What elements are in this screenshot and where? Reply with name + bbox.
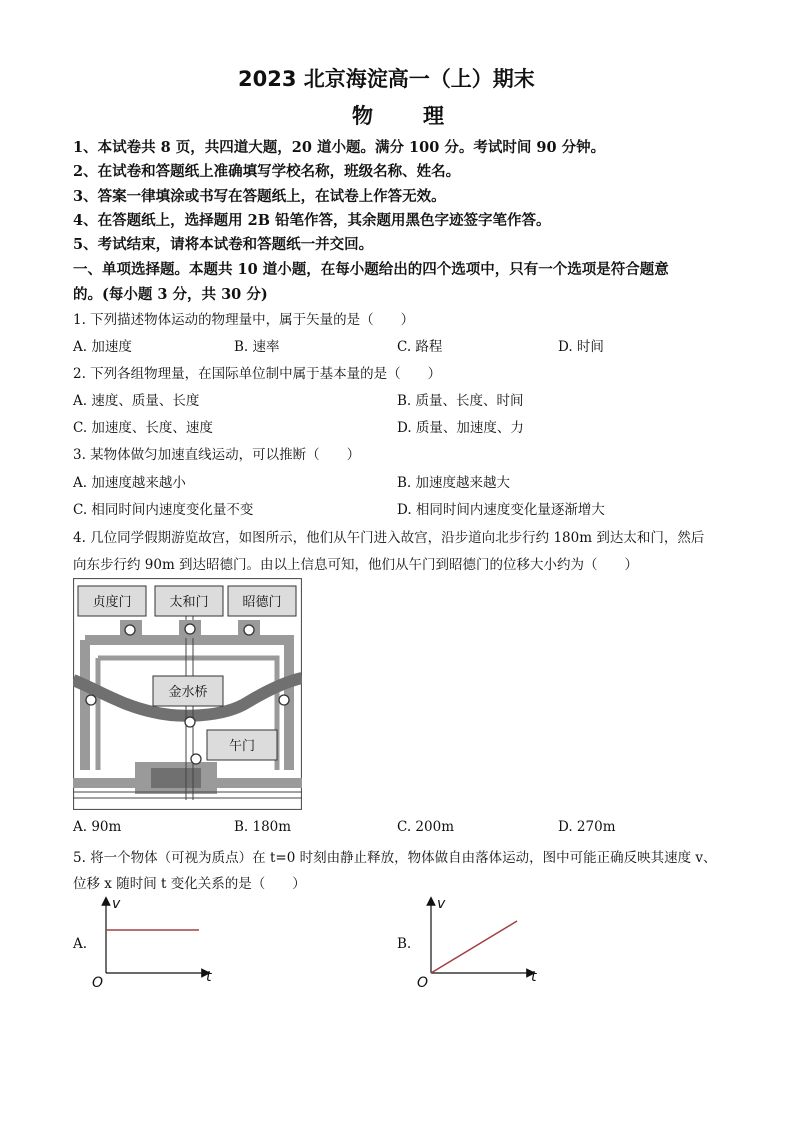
option-a: A. 90m [73, 819, 122, 835]
map-label-wumen: 午门 [228, 739, 256, 754]
instruction-item: 3、答案一律填涂或书写在答题纸上，在试卷上作答无效。 [73, 188, 446, 205]
map-label-taihe: 太和门 [169, 595, 209, 610]
option-c: C. 相同时间内速度变化量不变 [73, 502, 254, 518]
option-b: B. 速率 [234, 339, 280, 355]
map-label-zhaode: 昭德门 [242, 595, 282, 610]
section-heading-cont: 的。(每小题 3 分，共 30 分) [73, 286, 268, 303]
subject-title: 物理 [352, 104, 494, 128]
graph-a-origin: O [92, 975, 104, 991]
page-title: 2023 北京海淀高一（上）期末 [238, 67, 535, 91]
question-text: 4. 几位同学假期游览故宫，如图所示，他们从午门进入故宫，沿步道向北步行约 180m 到达太和门，然后 [73, 530, 705, 546]
instruction-item: 2、在试卷和答题纸上准确填写学校名称，班级名称、姓名。 [73, 163, 461, 180]
graph-a-label: A. [73, 936, 88, 952]
graph-b-x-label: t [531, 969, 537, 985]
forbidden-city-map [73, 578, 302, 810]
graph-b-y-label: v [437, 896, 446, 912]
option-d: D. 质量、加速度、力 [397, 420, 524, 436]
question-text-cont: 向东步行约 90m 到达昭德门。由以上信息可知，他们从午门到昭德门的位移大小约为（ ） [73, 557, 639, 573]
option-d: D. 相同时间内速度变化量逐渐增大 [397, 502, 605, 518]
option-c: C. 200m [397, 819, 454, 835]
map-label-zhende: 贞度门 [92, 595, 132, 610]
instruction-item: 1、本试卷共 8 页，共四道大题，20 道小题。满分 100 分。考试时间 90 分钟。 [73, 139, 606, 156]
option-d: D. 时间 [558, 339, 604, 355]
option-a: A. 加速度 [73, 339, 132, 355]
option-a: A. 速度、质量、长度 [73, 393, 200, 409]
option-b: B. 质量、长度、时间 [397, 393, 524, 409]
section-heading: 一、单项选择题。本题共 10 道小题，在每小题给出的四个选项中，只有一个选项是符合题意 [73, 261, 669, 278]
question-text: 5. 将一个物体（可视为质点）在 t=0 时刻由静止释放，物体做自由落体运动，图中可能正确反映其速度 v、 [73, 850, 717, 866]
question-text: 1. 下列描述物体运动的物理量中，属于矢量的是（ ） [73, 312, 415, 328]
option-a: A. 加速度越来越小 [73, 475, 186, 491]
graph-b-label: B. [397, 936, 412, 952]
instruction-item: 5、考试结束，请将本试卷和答题纸一并交回。 [73, 236, 374, 253]
option-c: C. 加速度、长度、速度 [73, 420, 213, 436]
graph-a-y-label: v [112, 896, 121, 912]
question-text: 2. 下列各组物理量，在国际单位制中属于基本量的是（ ） [73, 366, 442, 382]
graph-b-origin: O [417, 975, 429, 991]
graph-a [88, 893, 228, 993]
option-d: D. 270m [558, 819, 616, 835]
option-b: B. 加速度越来越大 [397, 475, 511, 491]
question-text: 3. 某物体做匀加速直线运动，可以推断（ ） [73, 447, 361, 463]
map-label-jinshuiqiao: 金水桥 [168, 685, 208, 700]
graph-b [413, 893, 553, 993]
option-b: B. 180m [234, 819, 292, 835]
graph-a-x-label: t [206, 969, 212, 985]
instruction-item: 4、在答题纸上，选择题用 2B 铅笔作答，其余题用黑色字迹签字笔作答。 [73, 212, 551, 229]
question-text-cont: 位移 x 随时间 t 变化关系的是（ ） [73, 876, 306, 892]
option-c: C. 路程 [397, 339, 443, 355]
